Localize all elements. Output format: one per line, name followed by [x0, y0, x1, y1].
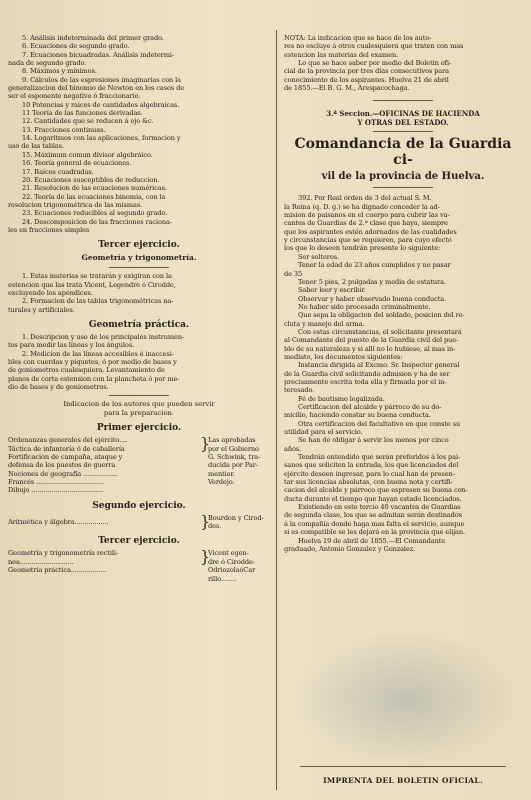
article-line: micilio, haciendo constar su buena conducta. [284, 411, 431, 420]
algebra-topic: 9. Cálculos de las espresiones imaginarias con la [22, 75, 181, 84]
practical-topic: 2. Medicion de las líneas accesibles é inaccesi- [22, 349, 174, 358]
nota-line: estencion las materias del examen. [284, 50, 399, 59]
article-line: la Reina (q. D. g.) se ha dignado conceder la ad- [284, 202, 440, 211]
article-line: Tener la edad de 23 años cumplidos y no pasar [298, 261, 451, 270]
geometry-topic: turales y artificiales. [8, 305, 75, 314]
nota-line: Lo que se hace saber por medio del Boletin ofi- [298, 59, 452, 68]
article-line: precisamente escrita toda ella y firmada por el in- [284, 377, 447, 386]
article-line: Otra certificacion del facultativo en que conste su [298, 419, 461, 428]
article-line: Que sepa la obligacion del soldado, posicion del re- [298, 311, 465, 320]
brace-glyph: } [200, 434, 211, 454]
first-table-subject: Dibujo .................................... [8, 486, 104, 495]
third-table-subject: Geometría práctica.................. [8, 566, 107, 575]
algebra-topic: 14. Logaritmos con las aplicaciones, formacion y [22, 134, 181, 143]
practical-topic: planos de corta estension con la plancheta ó por me- [8, 374, 180, 383]
algebra-topic: 24. Descomposicion de las fracciones raciona- [22, 217, 172, 226]
article-line: Ser solteros. [298, 252, 339, 261]
algebra-topic: 5. Análisis indeterminada del primer grado. [22, 34, 164, 42]
article-line: los que lo deseen tendrán presente lo siguiente: [284, 244, 441, 253]
geometry-topic: excluyendo los apéndices. [8, 288, 93, 297]
article-line: mision de paisanos en el cuerpo para cubrir las va- [284, 211, 450, 220]
article-line: que los aspirantes estén adornados de las cualidades [284, 227, 457, 236]
footer-divider [300, 766, 506, 767]
algebra-topic: resolucion trigonométrica de las mismas. [8, 200, 143, 209]
algebra-topic: 22. Teoría de las ecuaciones binomia, con la [22, 192, 166, 201]
practical-topic: 1. Descripcion y uso de los principales instrumen- [22, 332, 185, 341]
first-table-author: Las aprobadas [208, 436, 256, 445]
second-table-authors [208, 514, 270, 531]
algebra-topic: 11 Teoría de las funciones derivadas. [22, 109, 143, 118]
third-exercise-title-2: Tercer ejercicio. [98, 536, 180, 547]
article-line: si es compatible se les dejará en la provincia que elijan. [284, 528, 466, 537]
algebra-topic: 13. Fracciones continuas. [22, 125, 106, 134]
third-table-author: dre ó Cirodde- [208, 557, 255, 566]
second-exercise-title: Segundo ejercicio. [92, 500, 186, 511]
article-line: mediato, los documentos siguientes: [284, 352, 403, 361]
divider [373, 100, 433, 101]
second-table-subjects [8, 514, 200, 530]
article-line: Existiendo en este tercio 40 vacantes de Guardias [298, 503, 461, 512]
article-line: Con estas circunstancias, el solicitante presentará [298, 327, 462, 336]
first-table-author: por el Gobierno [208, 444, 259, 453]
algebra-topic: les en fracciones simples [8, 225, 90, 234]
first-table-author: ducida por Par- [208, 461, 258, 470]
third-table-authors [208, 549, 270, 582]
third-table-subject: Geometría y trigonometría rectilí- [8, 549, 119, 558]
authors-heading-1: Indicacion de los autores que pueden servir [63, 400, 215, 409]
second-table-author: des. [208, 522, 222, 531]
geometry-topic: 2. Formacion de las tablas trigonométricas na- [22, 297, 174, 306]
first-exercise-title: Primer ejercicio. [96, 423, 182, 434]
nota-line: res no escluye á otros cualesquiera que traten con mas [284, 42, 464, 51]
article-body [284, 194, 522, 553]
article-line: Fé de bautismo legalizada. [298, 394, 385, 403]
algebra-topic: uso de las tablas. [8, 142, 64, 151]
first-table-author: G. Schwink, tra- [208, 453, 261, 462]
first-table-subjects [8, 436, 200, 494]
algebra-topic: 20. Ecuaciones susceptibles de reduccion. [22, 175, 160, 184]
third-table-author: Vicent egen- [208, 549, 249, 558]
nota-line: de 1855.—El B. G. M., Arespacochaga. [284, 84, 410, 93]
article-line: teresado. [284, 386, 315, 395]
article-line: utilidad para el servicio. [284, 428, 363, 437]
algebra-topic-list [8, 34, 270, 234]
geometry-subtitle: Geometría y trigonometría. [81, 253, 197, 263]
article-line: Instancia dirigida al Excmo. Sr. Inspector general [298, 361, 460, 370]
article-line: sanos que soliciten la entrada, los que licenciados del [284, 461, 459, 470]
second-exercise-table [8, 511, 270, 531]
article-line: ducta durante el tiempo que hayan estado licenciados. [284, 494, 462, 503]
article-line: Tener 5 pies, 2 pulgadas y media de estatura. [298, 277, 446, 286]
article-line: Observar y haber observado buena conducta. [298, 294, 447, 303]
first-table-subject: Francés .................................. [8, 478, 105, 487]
first-table-subject: Fortificacion de campaña, ataque y [8, 453, 123, 462]
first-table-subject: Táctica de infantería ó de caballería [8, 444, 125, 453]
ink-stamp [290, 630, 520, 770]
algebra-topic: 6. Ecuaciones de segundo grado. [22, 42, 130, 51]
third-table-author: OdriozolaóCar [208, 566, 256, 575]
nota-line: NOTA: La indicacion que se hace de los auto- [284, 34, 432, 42]
article-line: Tendrán entendido que serán preferidos á los pai- [298, 453, 461, 462]
article-line: Huelva 19 de abril de 1855.—El Comandante [298, 536, 446, 545]
right-column [284, 34, 522, 553]
third-table-subject: nea........................... [8, 557, 74, 566]
first-table-subject: Nociones de geografía ................. [8, 469, 118, 478]
article-line: de 35 [284, 269, 303, 278]
article-line: de la Guardia civil solicitando admision y ha de ser [284, 369, 450, 378]
column-rule [276, 30, 277, 790]
divider [373, 187, 433, 188]
third-exercise-title: Tercer ejercicio. [98, 240, 180, 251]
practical-topic: tos para medir las líneas y los ángulos. [8, 341, 135, 350]
article-line: Saber leer y escribir. [298, 286, 366, 295]
article-line: al Comandante del puesto de la Guardia civil del pue- [284, 336, 459, 345]
left-column [8, 34, 270, 583]
article-line: graduado, Antonio Gonzalez y Gonzalez. [284, 544, 416, 553]
article-line: tar sus licencias absolutas, con buena nota y certifi- [284, 478, 453, 487]
practical-topic: de goniometros cualesquiera. Levantamiento de [8, 366, 165, 375]
article-line: No haber sido procesado criminalmente. [298, 302, 431, 311]
article-line: y circunstancias que se requieren, para cuyo efecto [284, 236, 452, 245]
algebra-topic: 15. Máximum comun divisor algebráico. [22, 150, 153, 159]
article-line: cacion del alcalde y párroco que espresen su buena con- [284, 486, 468, 495]
nota-line: conocimiento de los aspirantes. Huelva 21 de abril [284, 75, 449, 84]
article-line: 392. Por Real órden de 3 del actual S. M. [298, 194, 432, 203]
algebra-topic: 8. Máximos y mínimos. [22, 67, 97, 76]
algebra-topic: 16. Teoría general de ecuaciones. [22, 159, 132, 168]
article-line: Se han de obligar á servir los menos por cinco [298, 436, 449, 445]
third-table-subjects [8, 549, 200, 574]
article-title-line-2: vil de la provincia de Huelva. [321, 171, 485, 183]
first-table-subject: Ordenanzas generales del ejército.... [8, 436, 128, 445]
first-table-subject: defensa de los puestos de guerra [8, 461, 116, 470]
geometry-topic-list [8, 272, 270, 314]
algebra-topic: nada de segundo grado. [8, 59, 87, 68]
algebra-topic: 10 Potencias y raices de cantidades algebraicas. [22, 100, 180, 109]
algebra-topic: 12. Cantidades que se reducen á ojo &c. [22, 117, 154, 126]
nota-line: cial de la provincia por tres dias consecutivos para [284, 67, 450, 76]
practical-topic-list [8, 333, 270, 391]
article-line: de segunda clase, los que se admitan serán destinados [284, 511, 462, 520]
algebra-topic: ser el esponente negativo ó fraccionario. [8, 92, 141, 101]
second-table-author: Bourdon y Cirod- [208, 513, 264, 522]
printer-imprint: IMPRENTA DEL BOLETIN OFICIAL. [323, 776, 483, 785]
article-line: cluta y manejo del arma. [284, 319, 365, 328]
geometry-topic: 1. Estas materias se tratarán y exigiran con la [22, 272, 172, 281]
divider [109, 267, 169, 268]
first-table-authors [208, 436, 270, 486]
second-table-subject: Aritmética y álgebra................. [8, 517, 109, 526]
article-line: á la compañía donde haga mas falta el servicio, aunque [284, 519, 465, 528]
brace-glyph: } [200, 547, 211, 567]
section-heading: 3.ª Seccion.—OFICINAS DE HACIENDA [326, 109, 480, 119]
first-table-author: Verdejo. [208, 478, 235, 487]
brace-glyph: } [200, 511, 211, 531]
divider [109, 395, 169, 396]
algebra-topic: 7. Ecuaciones bicuadradas. Análisis indetermi- [22, 50, 175, 59]
section-heading-2: Y OTRAS DEL ESTADO. [357, 118, 449, 128]
article-line: Certificacion del alcalde y párroco de su do- [298, 403, 442, 411]
first-table-author: mentier. [208, 469, 235, 478]
divider [373, 131, 433, 132]
article-title-line-1: Comandancia de la Guardia ci- [294, 136, 512, 169]
third-table-author: rillo........ [208, 574, 237, 583]
article-line: años. [284, 444, 302, 453]
algebra-topic: 17. Raíces cuadradas. [22, 167, 94, 176]
third-exercise-table [8, 549, 270, 582]
geometry-topic: estencion que las trata Vicent, Legendre ó Cirodde, [8, 280, 176, 289]
article-line: blo de su naturaleza y si allí no lo hubiese, al mas in- [284, 344, 456, 353]
authors-heading-2: para la preparacion. [103, 408, 175, 417]
algebra-topic: 23. Ecuaciones reducibles al segundo grado. [22, 209, 168, 218]
algebra-topic: generalizacion del binomio de Newton en los casos de [8, 84, 185, 93]
practical-geometry-title: Geometría práctica. [88, 319, 190, 330]
algebra-topic: 21. Resolucion de las ecuaciones numéricas. [22, 184, 167, 193]
practical-topic: dio de bases y de goniometros. [8, 383, 109, 392]
article-line: cantes de Guardias de 2.ª clase que haya, siempre [284, 219, 448, 228]
first-exercise-table [8, 436, 270, 494]
practical-topic: bles con cuerdas y piquetes, ó por medio de bases y [8, 358, 177, 366]
nota-paragraph [284, 34, 522, 92]
article-line: ejército deseen ingresar, para lo cual han de presen- [284, 469, 455, 478]
